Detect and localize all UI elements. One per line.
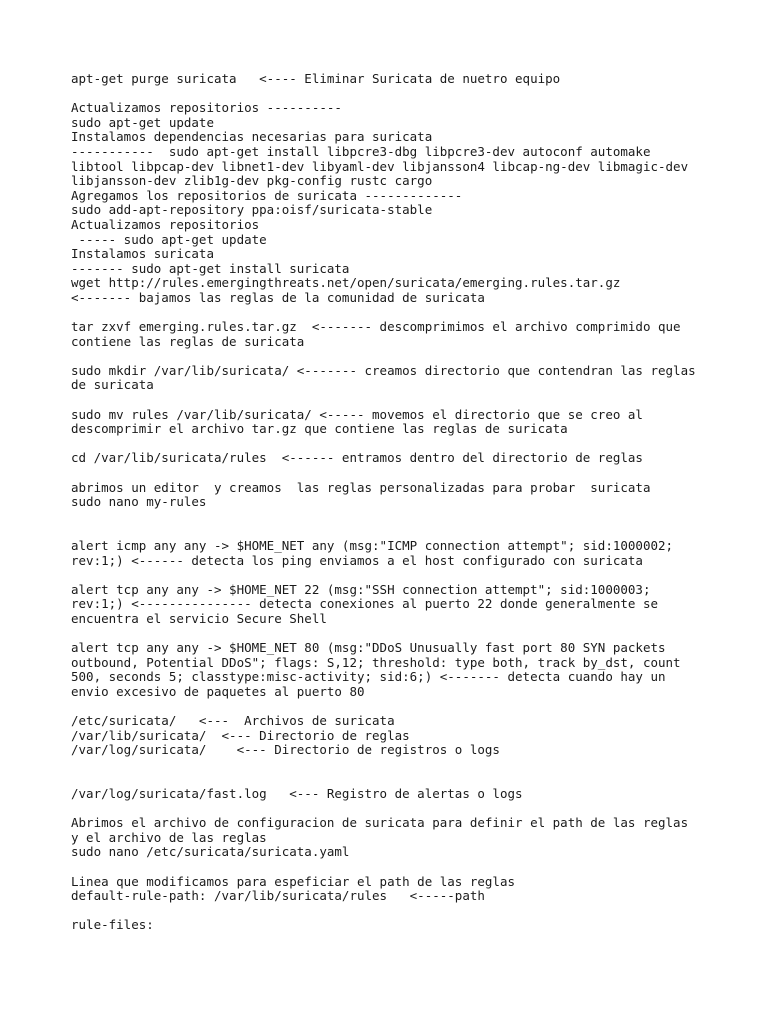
text-line: sudo mkdir /var/lib/suricata/ <------- creamos directorio que contendran las reglas xyxy=(71,362,696,378)
text-line: sudo nano my-rules xyxy=(71,494,207,510)
text-line: default-rule-path: /var/lib/suricata/rules <-----path xyxy=(71,888,485,904)
blank-line xyxy=(71,437,731,452)
text-line: wget http://rules.emergingthreats.net/open/suricata/emerging.rules.tar.gz xyxy=(71,275,621,291)
text-line: sudo nano /etc/suricata/suricata.yaml xyxy=(71,844,350,860)
text-line: Linea que modificamos para espeficiar el path de las reglas xyxy=(71,873,516,889)
blank-line xyxy=(71,627,731,642)
blank-line xyxy=(71,700,731,715)
text-line: apt-get purge suricata <---- Eliminar Suricata de nuetro equipo xyxy=(71,71,561,86)
text-line: cd /var/lib/suricata/rules <------ entramos dentro del directorio de reglas xyxy=(71,450,643,466)
text-line: envio excesivo de paquetes al puerto 80 xyxy=(71,683,365,699)
text-line: sudo mv rules /var/lib/suricata/ <----- movemos el directorio que se creo al xyxy=(71,406,643,422)
text-line: ----------- sudo apt-get install libpcre3-dbg libpcre3-dev autoconf automake xyxy=(71,143,651,159)
blank-line xyxy=(71,466,731,481)
blank-line xyxy=(71,393,731,408)
blank-line xyxy=(71,568,731,583)
blank-line xyxy=(71,860,731,875)
text-line: rule-files: xyxy=(71,917,154,933)
text-line: Instalamos dependencias necesarias para suricata xyxy=(71,129,433,145)
text-line: 500, seconds 5; classtype:misc-activity; sid:6;) <------- detecta cuando hay un xyxy=(71,669,666,685)
text-line: /var/log/suricata/ <--- Directorio de registros o logs xyxy=(71,742,500,758)
blank-line xyxy=(71,510,731,525)
text-line: /etc/suricata/ <--- Archivos de suricata xyxy=(71,713,395,729)
text-line: Abrimos el archivo de configuracion de suricata para definir el path de las reglas xyxy=(71,815,689,831)
text-line: alert tcp any any -> $HOME_NET 22 (msg:"SSH connection attempt"; sid:1000003; xyxy=(71,581,651,597)
blank-line xyxy=(71,524,731,539)
blank-line xyxy=(71,773,731,788)
text-line: tar zxvf emerging.rules.tar.gz <------- descomprimimos el archivo comprimido que xyxy=(71,319,681,335)
text-line: sudo apt-get update xyxy=(71,114,214,130)
text-line: Actualizamos repositorios ---------- xyxy=(71,100,342,116)
blank-line xyxy=(71,802,731,817)
blank-line xyxy=(71,904,731,919)
blank-line xyxy=(71,349,731,364)
text-line: ------- sudo apt-get install suricata xyxy=(71,260,350,276)
text-line: /var/log/suricata/fast.log <--- Registro de alertas o logs xyxy=(71,786,523,802)
text-line: de suricata xyxy=(71,377,154,393)
text-line: Instalamos suricata xyxy=(71,246,214,262)
text-line: abrimos un editor y creamos las reglas personalizadas para probar suricata xyxy=(71,479,651,495)
document-body xyxy=(71,72,731,933)
text-line: alert tcp any any -> $HOME_NET 80 (msg:"DDoS Unusually fast port 80 SYN packets xyxy=(71,640,666,656)
text-line: /var/lib/suricata/ <--- Directorio de reglas xyxy=(71,727,410,743)
text-line: alert icmp any any -> $HOME_NET any (msg:"ICMP connection attempt"; sid:1000002; xyxy=(71,538,674,553)
blank-line xyxy=(71,87,731,102)
text-line: libjansson-dev zlib1g-dev pkg-config rustc cargo xyxy=(71,173,433,189)
text-line: rev:1;) <--------------- detecta conexiones al puerto 22 donde generalmente se xyxy=(71,596,658,612)
text-line: sudo add-apt-repository ppa:oisf/suricata-stable xyxy=(71,202,433,218)
blank-line xyxy=(71,758,731,773)
blank-line xyxy=(71,306,731,321)
text-line: ----- sudo apt-get update xyxy=(71,231,267,247)
text-line: Agregamos los repositorios de suricata ------------- xyxy=(71,187,463,203)
text-line: outbound, Potential DDoS"; flags: S,12; threshold: type both, track by_dst, count xyxy=(71,654,681,670)
text-line: Actualizamos repositorios xyxy=(71,216,260,232)
text-line: libtool libpcap-dev libnet1-dev libyaml-dev libjansson4 libcap-ng-dev libmagic-dev xyxy=(71,158,689,174)
text-line: y el archivo de las reglas xyxy=(71,829,267,845)
text-line: <------- bajamos las reglas de la comunidad de suricata xyxy=(71,289,485,305)
text-line: contiene las reglas de suricata xyxy=(71,333,305,349)
text-line: descomprimir el archivo tar.gz que contiene las reglas de suricata xyxy=(71,421,568,437)
text-line: rev:1;) <------ detecta los ping enviamos a el host configurado con suricata xyxy=(71,552,643,568)
text-line: encuentra el servicio Secure Shell xyxy=(71,610,327,626)
